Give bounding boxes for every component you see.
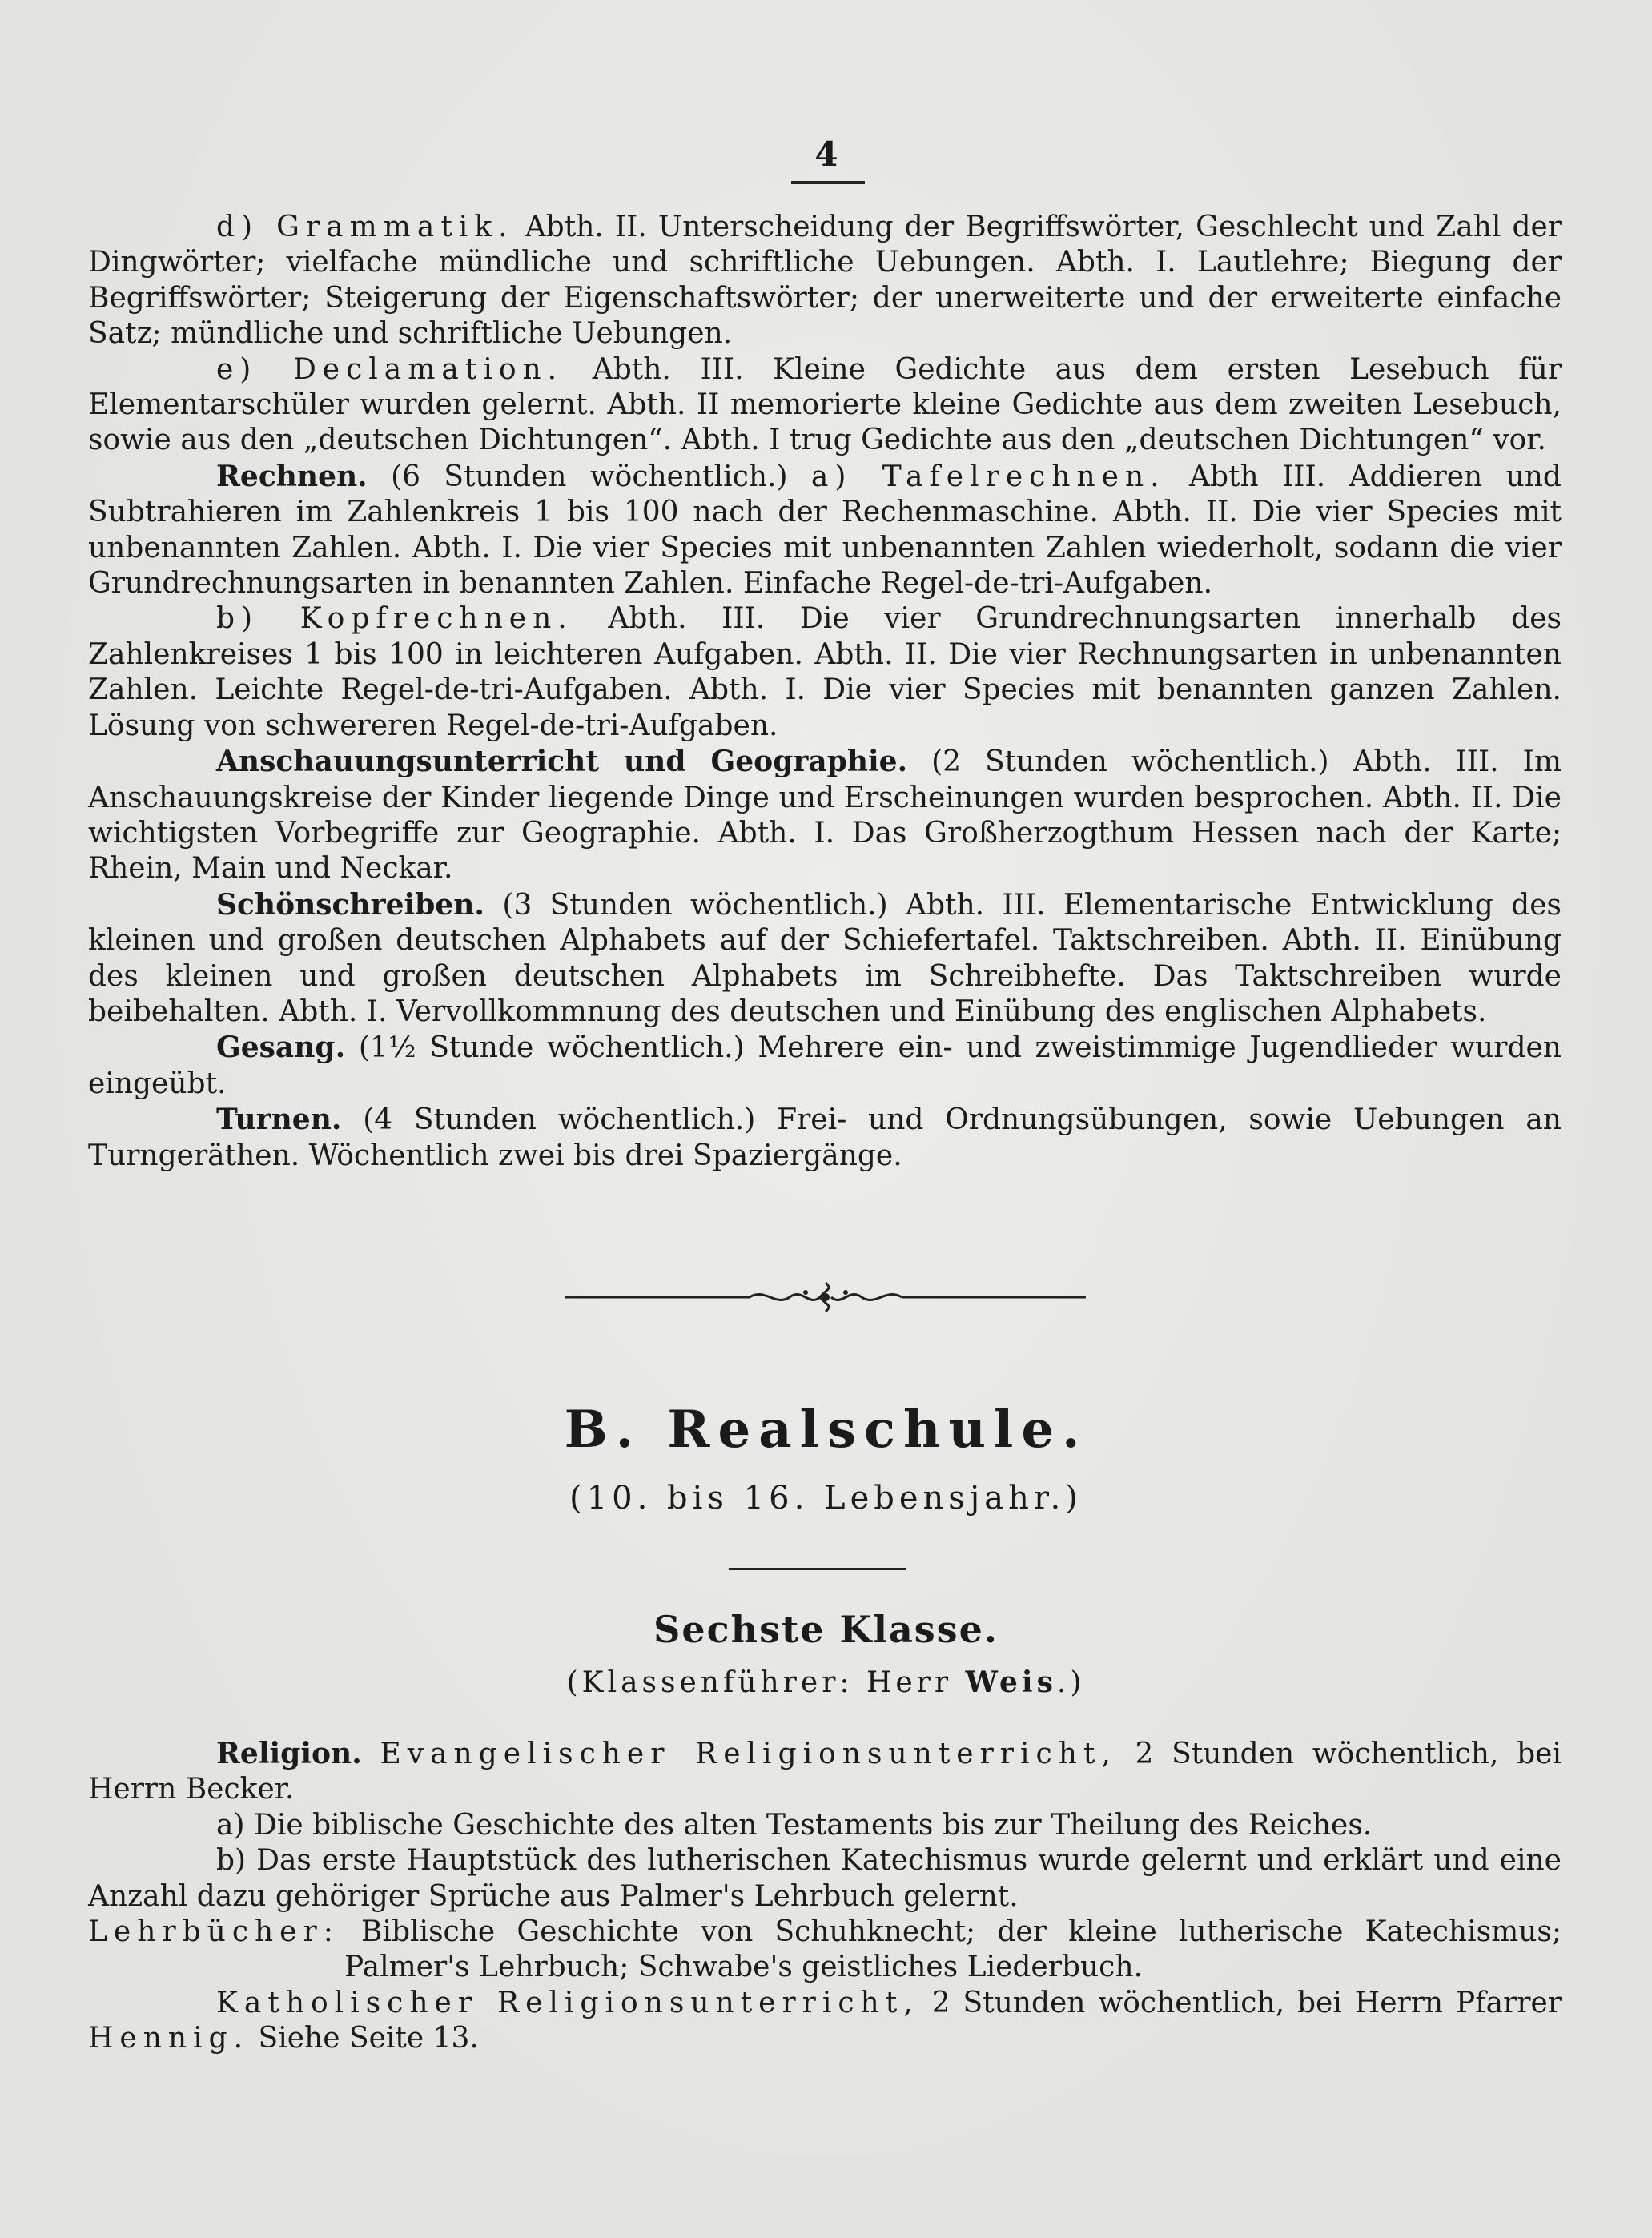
label-turnen: Turnen. [216,1103,342,1137]
paragraph-grammatik [88,210,1562,352]
page-number-underline [791,181,865,184]
title-rule [729,1568,906,1570]
class-teacher-line [0,1665,1652,1699]
label-gesang: Gesang. [216,1031,346,1065]
item-a: a) Die biblische Geschichte des alten Testaments bis zur Theilung des Reiches. [216,1808,1373,1842]
label-rechnen: Rechnen. [216,459,368,493]
hours-rechnen: (6 Stunden wöchentlich.) [391,460,788,493]
text-grammatik: Abth. II. Unterscheidung der Begriffswörter, Geschlecht und Zahl der Dingwörter; vielfache mündliche und schriftliche Uebungen. Abth. I. Lautlehre; Biegung der Begriffswörter; Steigerung der Eigenschaftswörter; der unerweiterte und der erweiterte einfache Satz; mündliche und schriftliche Uebungen. [88,211,1562,351]
class-teacher-prefix: (Klassenführer: Herr [566,1666,966,1699]
section-religion [88,1736,1562,2057]
label-schoenschreiben: Schönschreiben. [216,887,484,922]
page-number: 4 [814,135,838,174]
paragraph-lehrbuecher [88,1915,1562,1986]
paragraph-katholisch [88,1986,1562,2057]
label-tafelrechnen: a) Tafelrechnen. [810,460,1166,493]
paragraph-schoenschreiben [88,887,1562,1031]
class-title: Sechste Klasse. [653,1608,999,1651]
text-schoenschreiben: (3 Stunden wöchentlich.) Abth. III. Elementarische Entwicklung des kleinen und großen deutschen Alphabets auf der Schiefertafel. Taktschreiben. Abth. II. Einübung des kleinen und großen deutschen Alphabets im Schreibhefte. Das Taktschreiben wurde beibehalten. Abth. I. Vervollkommnung des deutschen und Einübung des englischen Alphabets. [88,888,1562,1028]
text-kopfrechnen: Abth. III. Die vier Grundrechnungsarten innerhalb des Zahlenkreises 1 bis 100 in leichteren Aufgaben. Abth. II. Die vier Rechnungsarten in unbenannten Zahlen. Leichte Regel-de-tri-Aufgaben. Abth. I. Die vier Species mit benannten ganzen Zahlen. Lösung von schwereren Regel-de-tri-Aufgaben. [88,602,1562,742]
subject-katholisch: Katholischer Religionsunterricht, [216,1986,919,2019]
paragraph-religion [88,1736,1562,1808]
text-gesang: (1½ Stunde wöchentlich.) Mehrere ein- und zweistimmige Jugendlieder wurden eingeübt. [88,1031,1562,1100]
school-subtitle: (10. bis 16. Lebensjahr.) [569,1480,1083,1517]
text-tafelrechnen: Abth III. Addieren und Subtrahieren im Zahlenkreis 1 bis 100 nach der Rechenmaschine. Abth. II. Die vier Species mit unbenannten Zahlen. Abth. I. Die vier Species mit unbenannten Zahlen wiederholt, sodann die vier Grundrechnungsarten in benannten Zahlen. Einfache Regel-de-tri-Aufgaben. [88,460,1562,601]
text-anschauung: (2 Stunden wöchentlich.) Abth. III. Im Anschauungskreise der Kinder liegende Dinge und Erscheinungen wurden besprochen. Abth. II. Die wichtigsten Vorbegriffe zur Geographie. Abth. I. Das Großherzogthum Hessen nach der Karte; Rhein, Main und Neckar. [88,745,1562,886]
paragraph-kopfrechnen [88,601,1562,744]
text-turnen: (4 Stunden wöchentlich.) Frei- und Ordnungsübungen, sowie Uebungen an Turngeräthen. Wöchentlich zwei bis drei Spaziergänge. [88,1103,1562,1172]
label-lehrbuecher: Lehrbücher: [88,1915,340,1949]
label-kopfrechnen: b) Kopfrechnen. [216,602,573,636]
paragraph-declamation [88,352,1562,459]
section-elementary-subjects [88,210,1562,1174]
paragraph-gesang [88,1030,1562,1102]
text-katholisch: 2 Stunden wöchentlich, bei Herrn Pfarrer [931,1986,1562,2019]
paragraph-anschauung [88,744,1562,887]
class-teacher-name: Weis [965,1665,1057,1699]
school-title: B. Realschule. [564,1400,1088,1460]
text-evangelisch: 2 Stunden wöchentlich, bei Herrn Becker. [88,1738,1562,1806]
subject-evangelisch: Evangelischer Religionsunterricht, [380,1738,1117,1770]
label-anschauung: Anschauungsunterricht und Geographie. [216,745,908,779]
text-lehrbuecher: Biblische Geschichte von Schuhknecht; der kleine lutherische Katechismus; Palmer's Lehrbuch; Schwabe's geistliches Liederbuch. [344,1915,1562,1984]
ornament-divider [565,1280,1086,1315]
label-religion: Religion. [216,1737,362,1770]
teacher-hennig: Hennig. [88,2022,250,2055]
paragraph-rechnen [88,459,1562,602]
paragraph-turnen [88,1102,1562,1174]
see-page: Siehe Seite 13. [258,2022,479,2055]
class-teacher-suffix: .) [1056,1666,1086,1699]
text-declamation: Abth. III. Kleine Gedichte aus dem ersten Lesebuch für Elementarschüler wurden gelernt. Abth. II memorierte kleine Gedichte aus dem zweiten Lesebuch, sowie aus den „deutschen Dichtungen“. Abth. I trug Gedichte aus den „deutschen Dichtungen“ vor. [88,352,1562,457]
item-b: b) Das erste Hauptstück des lutherischen Katechismus wurde gelernt und erklärt und eine Anzahl dazu gehöriger Sprüche aus Palmer's Lehrbuch gelernt. [88,1844,1562,1913]
label-grammatik: d) Grammatik. [216,211,514,243]
label-declamation: e) Declamation. [216,352,564,386]
